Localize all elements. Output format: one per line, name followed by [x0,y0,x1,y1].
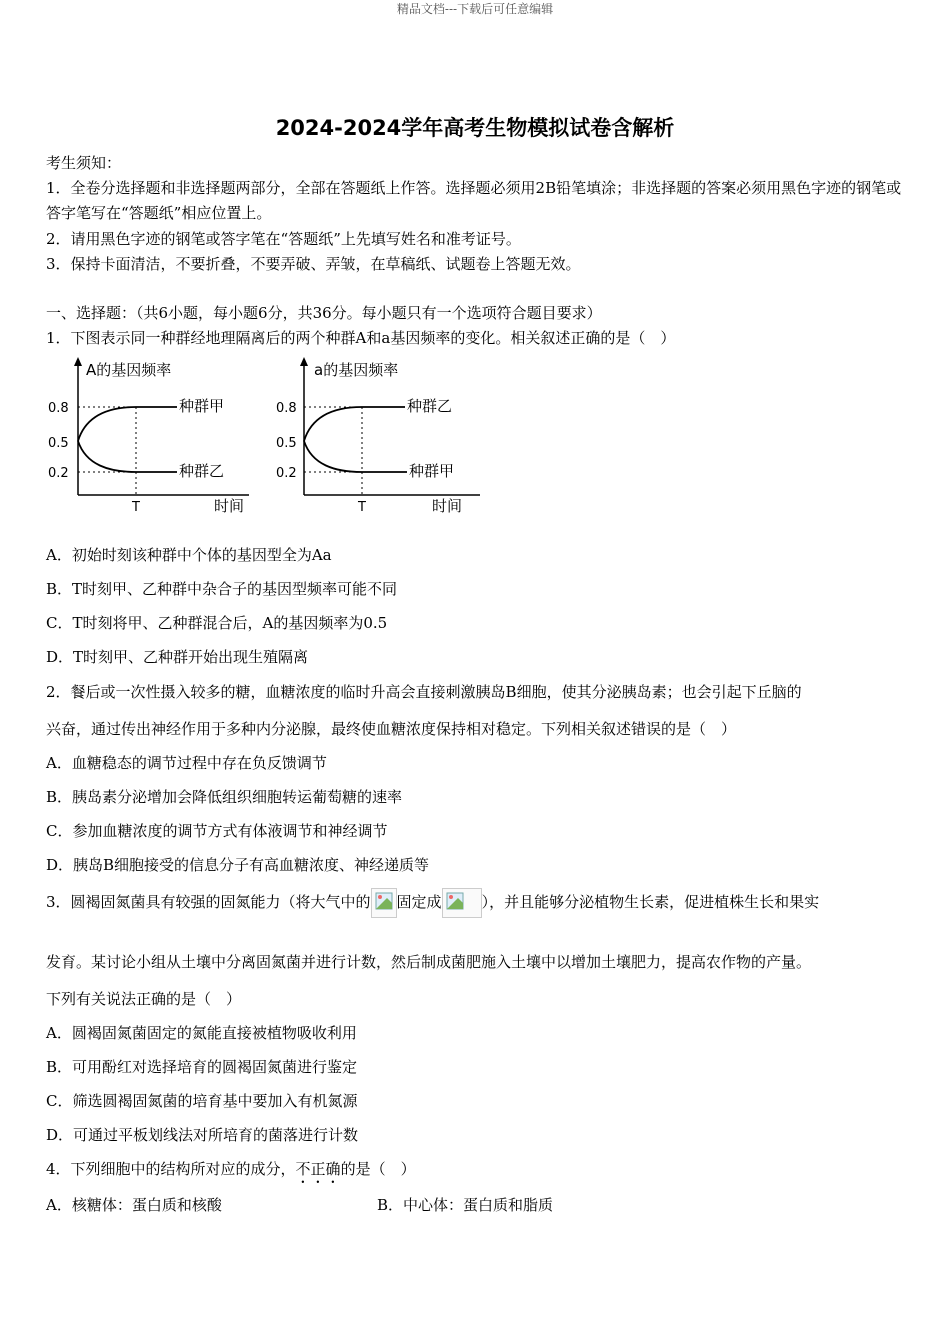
graph-a-t-label: T [132,500,140,515]
notice-heading: 考生须知： [46,154,122,172]
q1-option-a: A．初始时刻该种群中个体的基因型全为Aa [46,546,332,564]
graph-a-lower-frequency [270,355,485,515]
notice-item-1: 1．全卷分选择题和非选择题两部分，全部在答题纸上作答。选择题必须用2B铅笔填涂；非选择题的答案必须用黑色字迹的钢笔或答字笔写在“答题纸”相应位置上。 [46,179,902,222]
graph-b-tick-08: 0.8 [276,401,297,416]
question-1-stem: 1．下图表示同一种群经地理隔离后的两个种群A和a基因频率的变化。相关叙述正确的是（ ） [46,329,676,347]
graph-a-frequency [44,355,259,515]
question-4-stem [46,1158,416,1187]
notice-item-3: 3．保持卡面清洁，不要折叠，不要弄破、弄皱，在草稿纸、试题卷上答题无效。 [46,255,581,273]
q2-option-d: D．胰岛B细胞接受的信息分子有高血糖浓度、神经递质等 [46,856,430,874]
graph-a-tick-05: 0.5 [48,436,69,451]
question-3-stem-line1 [46,888,819,918]
graph-a-tick-02: 0.2 [48,466,69,481]
graph-b-tick-02: 0.2 [276,466,297,481]
q3-option-a: A．圆褐固氮菌固定的氮能直接被植物吸收利用 [46,1024,357,1042]
graph-b-upper-curve [304,407,405,441]
q1-option-c: C．T时刻将甲、乙种群混合后，A的基因频率为0.5 [46,614,388,632]
notice-item-2: 2．请用黑色字迹的钢笔或答字笔在“答题纸”上先填写姓名和准考证号。 [46,230,521,248]
formula-image-icon [371,888,397,918]
graph-b-ylabel: a的基因频率 [314,361,399,379]
formula-image-icon [442,888,482,918]
section-heading: 一、选择题：（共6小题，每小题6分，共36分。每小题只有一个选项符合题目要求） [46,304,602,322]
q4-option-b: B．中心体：蛋白质和脂质 [377,1196,554,1214]
graph-a-upper-label: 种群甲 [179,397,225,415]
graph-b-lower-label: 种群甲 [409,462,455,480]
q4-stem-part-b: 的是（ ） [340,1160,416,1178]
q4-option-a: A．核糖体：蛋白质和核酸 [46,1196,222,1214]
question-3-stem-line3: 下列有关说法正确的是（ ） [46,990,242,1008]
q1-option-b: B．T时刻甲、乙种群中杂合子的基因型频率可能不同 [46,580,398,598]
graph-a-tick-08: 0.8 [48,401,69,416]
graph-a-lower-label: 种群乙 [179,462,225,480]
q2-option-b: B．胰岛素分泌增加会降低组织细胞转运葡萄糖的速率 [46,788,403,806]
q1-option-d: D．T时刻甲、乙种群开始出现生殖隔离 [46,648,309,666]
graph-b-tick-05: 0.5 [276,436,297,451]
q3-stem-part-c: ），并且能够分泌植物生长素，促进植株生长和果实 [481,893,820,911]
graph-b-xlabel: 时间 [432,497,463,515]
q3-option-b: B．可用酚红对选择培育的圆褐固氮菌进行鉴定 [46,1058,358,1076]
page-header: 精品文档---下载后可任意编辑 [396,2,554,16]
graph-a-upper-curve [78,407,177,441]
question-3-stem-line2: 发育。某讨论小组从土壤中分离固氮菌并进行计数，然后制成菌肥施入土壤中以增加土壤肥力，提高农作物的产量。 [46,953,812,971]
q3-stem-part-b: 固定成 [396,893,442,911]
q4-stem-part-a: 4．下列细胞中的结构所对应的成分， [46,1160,296,1178]
q2-option-c: C．参加血糖浓度的调节方式有体液调节和神经调节 [46,822,388,840]
q3-option-c: C．筛选圆褐固氮菌的培育基中要加入有机氮源 [46,1092,358,1110]
q2-option-a: A．血糖稳态的调节过程中存在负反馈调节 [46,754,327,772]
question-2-stem-line1: 2．餐后或一次性摄入较多的糖，血糖浓度的临时升高会直接刺激胰岛B细胞，使其分泌胰岛素；也会引起下丘脑的 [46,683,802,701]
graph-a-xlabel: 时间 [214,497,245,515]
graph-b-upper-label: 种群乙 [407,397,453,415]
q4-stem-emphasis: 不正确 [295,1160,341,1178]
q3-stem-part-a: 3．圆褐固氮菌具有较强的固氮能力（将大气中的 [46,893,371,911]
graph-b-t-label: T [358,500,366,515]
graph-b-lower-curve [304,441,407,472]
question-2-stem-line2: 兴奋，通过传出神经作用于多种内分泌腺，最终使血糖浓度保持相对稳定。下列相关叙述错误的是（ ） [46,720,737,738]
graph-a-ylabel: A的基因频率 [86,361,172,379]
page-title: 2024-2024学年高考生物模拟试卷含解析 [275,116,675,140]
q3-option-d: D．可通过平板划线法对所培育的菌落进行计数 [46,1126,359,1144]
graph-a-lower-curve [78,441,177,472]
